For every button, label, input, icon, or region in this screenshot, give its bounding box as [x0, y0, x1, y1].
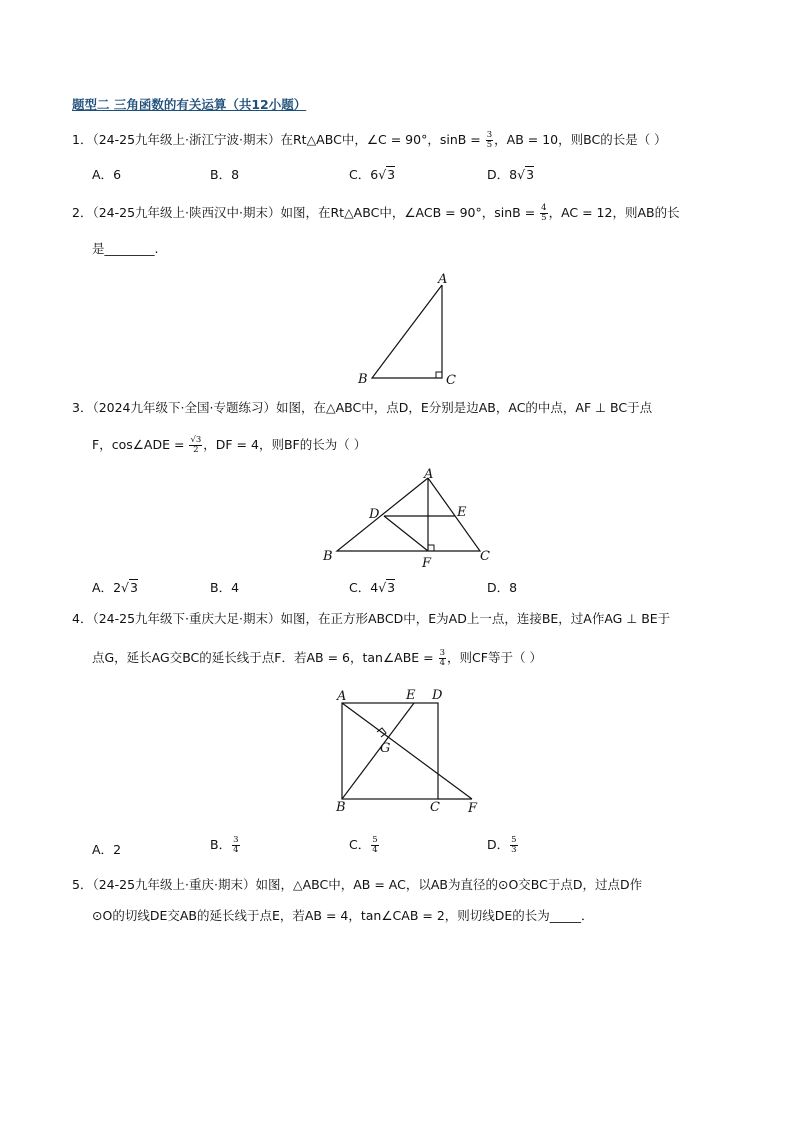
question-source: （24-25九年级上·陕西汉中·期末） [92, 205, 281, 220]
question-text: 点G，延长AG交BC的延长线于点F．若AB = 6，tan∠ABE = [92, 650, 434, 665]
fraction-denominator: 5 [486, 140, 493, 150]
fraction-numerator: 5 [511, 835, 517, 845]
segment-af [342, 703, 472, 799]
option-d[interactable] [487, 836, 519, 855]
option-value: 4 [231, 580, 240, 595]
question-text: 如图，在正方形ABCD中，E为AD上一点，连接BE，过A作AG ⊥ BE于 [280, 611, 671, 626]
question-2-stem-line2: 是________. [92, 241, 159, 256]
question-number: 1． [72, 132, 93, 147]
question-1-stem [72, 131, 667, 150]
option-c[interactable]: C．6√3 [349, 167, 396, 182]
option-value: 8 [509, 167, 518, 182]
segment-df [384, 516, 428, 551]
fraction [439, 649, 446, 668]
question-number: 3． [72, 400, 93, 415]
option-key: B． [210, 580, 232, 595]
vertex-label-a: A [438, 272, 448, 287]
option-key: A． [92, 842, 114, 857]
question-text: ，则CF等于（ ） [447, 650, 542, 665]
radicand: 3 [387, 580, 396, 595]
option-b[interactable] [210, 580, 239, 596]
question-text: ，DF = 4，则BF的长为（ ） [203, 437, 367, 452]
vertex-label-b: B [358, 372, 368, 387]
option-value: 2 [113, 580, 122, 595]
fraction-numerator: 3 [233, 835, 239, 845]
vertex-label-a: A [424, 467, 434, 482]
vertex-label-c: C [446, 373, 456, 388]
fraction-numerator: 5 [372, 835, 378, 845]
option-value: 2 [113, 842, 122, 857]
option-a[interactable] [92, 167, 121, 183]
vertex-label-b: B [323, 549, 333, 564]
vertex-label-f: F [468, 801, 478, 816]
fraction [510, 836, 517, 855]
fraction-denominator: 4 [439, 658, 446, 668]
question-text: 如图，△ABC中，AB = AC，以AB为直径的⊙O交BC于点D，过点D作 [255, 877, 643, 892]
vertex-label-d: D [369, 507, 380, 522]
question-number: 4． [72, 611, 93, 626]
option-b[interactable] [210, 836, 241, 855]
option-key: C． [349, 167, 371, 182]
option-key: D． [487, 167, 510, 182]
option-key: C． [349, 837, 371, 852]
option-key: B． [210, 837, 232, 852]
option-value: 8 [231, 167, 240, 182]
option-d[interactable] [487, 580, 517, 596]
question-text: 在Rt△ABC中，∠C = 90°，sinB = [280, 132, 481, 147]
fraction-denominator: 3 [511, 845, 517, 855]
fraction-numerator: 3 [486, 130, 493, 140]
question-source: （24-25九年级上·重庆·期末） [92, 877, 256, 892]
question-2-stem [72, 204, 680, 223]
fraction [486, 131, 493, 150]
fraction [371, 836, 378, 855]
question-5-stem-line2: ⊙O的切线DE交AB的延长线于点E，若AB = 4，tan∠CAB = 2，则切线DE的长为_____． [92, 908, 594, 923]
option-value: 6 [113, 167, 122, 182]
right-angle-mark [428, 545, 434, 551]
vertex-label-d: D [432, 688, 443, 703]
fraction-denominator: 5 [541, 213, 547, 223]
fraction [189, 436, 202, 455]
option-value: 4 [370, 580, 379, 595]
radicand: 3 [526, 167, 535, 182]
question-text: ，AC = 12，则AB的长 [548, 205, 680, 220]
fraction [232, 836, 239, 855]
question-3-stem-line2 [92, 436, 366, 455]
question-text: 如图，在△ABC中，点D，E分别是边AB，AC的中点，AF ⊥ BC于点 [275, 400, 653, 415]
vertex-label-c: C [430, 800, 440, 815]
question-number: 5． [72, 877, 93, 892]
vertex-label-e: E [457, 505, 467, 520]
figure-q4-square [330, 684, 490, 816]
vertex-label-a: A [337, 689, 347, 704]
option-c[interactable] [349, 836, 380, 855]
figure-q2-triangle [350, 268, 470, 388]
question-4-stem [72, 611, 670, 627]
question-5-stem [72, 877, 642, 893]
option-d[interactable]: D．8√3 [487, 167, 535, 182]
question-3-stem [72, 400, 652, 416]
fraction-numerator: 4 [541, 203, 547, 213]
vertex-label-b: B [336, 800, 346, 815]
question-source: （24-25九年级下·重庆大足·期末） [92, 611, 281, 626]
vertex-label-f: F [422, 556, 432, 571]
option-key: A． [92, 580, 114, 595]
vertex-label-e: E [406, 688, 416, 703]
fraction-numerator: 3 [439, 648, 446, 658]
question-text: 如图，在Rt△ABC中，∠ACB = 90°，sinB = [280, 205, 536, 220]
right-angle-mark [436, 372, 442, 378]
option-key: A． [92, 167, 114, 182]
option-key: D． [487, 580, 510, 595]
option-b[interactable] [210, 167, 239, 183]
vertex-label-g: G [380, 741, 391, 756]
vertex-label-c: C [480, 549, 490, 564]
radicand: 3 [387, 167, 396, 182]
fraction-denominator: 2 [193, 445, 199, 455]
question-text: F，cos∠ADE = [92, 437, 185, 452]
option-c[interactable]: C．4√3 [349, 580, 396, 595]
fraction-denominator: 4 [233, 845, 239, 855]
option-key: D． [487, 837, 510, 852]
question-4-stem-line2 [92, 649, 542, 668]
radicand: 3 [129, 580, 138, 595]
option-a[interactable] [92, 842, 121, 858]
question-source: （24-25九年级上·浙江宁波·期末） [92, 132, 281, 147]
option-value: 6 [370, 167, 379, 182]
option-key: C． [349, 580, 371, 595]
option-key: B． [210, 167, 232, 182]
fraction-denominator: 4 [372, 845, 378, 855]
section-heading: 题型二 三角函数的有关运算（共12小题） [72, 97, 307, 112]
question-source: （2024九年级下·全国·专题练习） [92, 400, 276, 415]
segment-be [342, 703, 414, 799]
option-value: 8 [509, 580, 518, 595]
option-a[interactable]: A．2√3 [92, 580, 138, 595]
figure-q3-triangle [318, 466, 498, 572]
fraction [540, 204, 547, 223]
fraction-numerator: √3 [190, 435, 202, 445]
question-number: 2． [72, 205, 93, 220]
triangle-abc [372, 285, 442, 378]
question-text: ，AB = 10，则BC的长是（ ） [494, 132, 667, 147]
